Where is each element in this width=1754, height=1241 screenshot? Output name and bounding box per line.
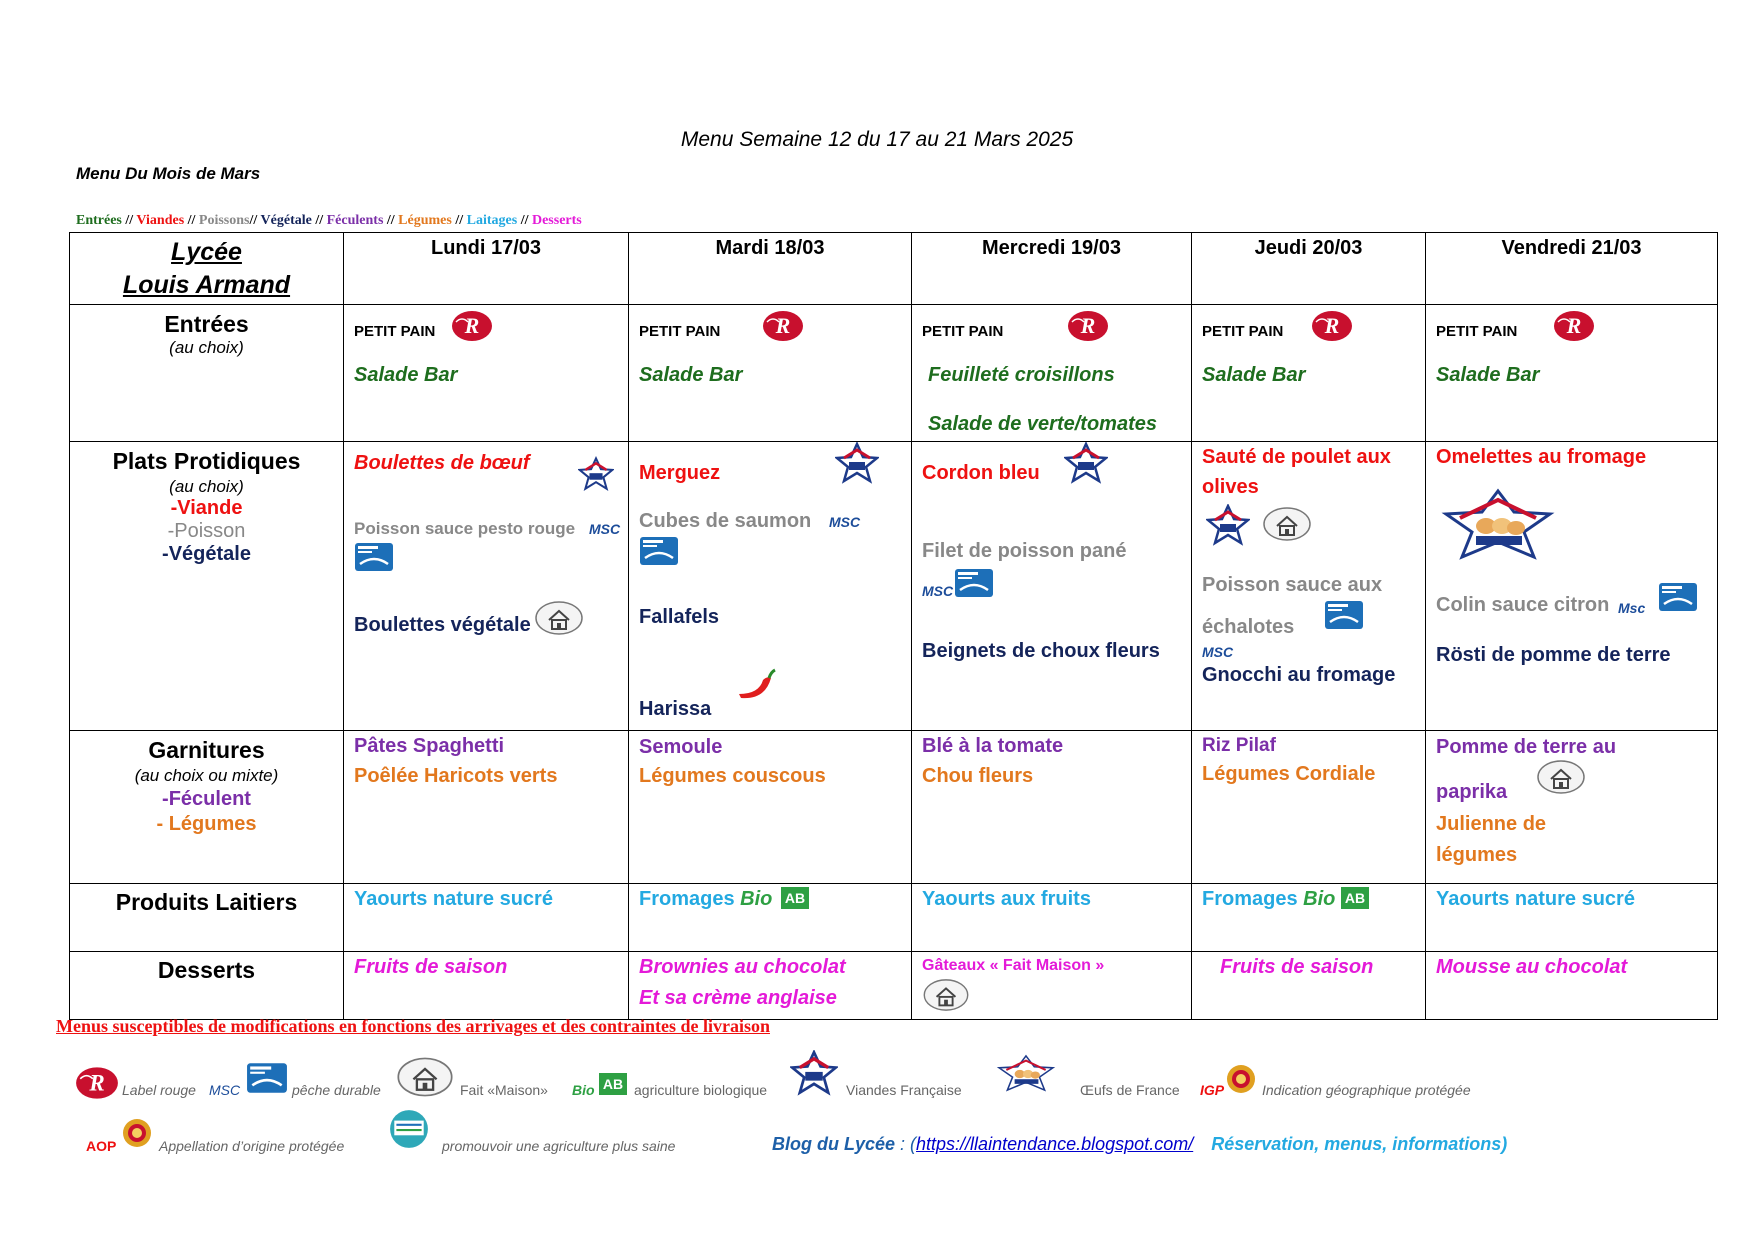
row-title: Garnitures: [148, 737, 265, 763]
legend-sep: //: [311, 213, 327, 228]
legend-igp: IGP: [1200, 1082, 1225, 1098]
fish-dish: Poisson sauce aux: [1202, 574, 1383, 596]
label-rouge-icon: [1066, 308, 1110, 344]
laitier-cell-fri: [1426, 884, 1718, 952]
entree-cell-wed: [912, 305, 1192, 442]
fait-maison-icon: [922, 978, 970, 1012]
garniture-cell-mon: [344, 731, 629, 884]
veg-dish: Boulettes végétale: [354, 614, 531, 636]
msc-label: MSC: [589, 521, 621, 537]
option-legumes: - Légumes: [156, 813, 257, 835]
laitier-cell-mon: [344, 884, 629, 952]
entree-item: Salade Bar: [639, 364, 743, 386]
extra-dish: Harissa: [639, 698, 712, 720]
viandes-de-france-icon: [835, 442, 879, 484]
chili-pepper-icon: [733, 668, 777, 704]
laitier-cell-thu: [1192, 884, 1426, 952]
legend-bio: Bio: [572, 1082, 595, 1098]
laitier-cell-tue: [629, 884, 912, 952]
row-label-plats: [70, 442, 344, 731]
oeufs-de-france-icon: [996, 1048, 1056, 1098]
meat-dish: Boulettes de bœuf: [354, 452, 530, 474]
legend-viandes: Viandes: [136, 213, 185, 228]
garniture-cell-thu: [1192, 731, 1426, 884]
msc-icon: [354, 542, 394, 572]
legend-vegetale: Végétale: [260, 213, 312, 228]
row-label-garnitures: [70, 731, 344, 884]
plats-cell-thu: [1192, 442, 1426, 731]
meat-dish-cont: olives: [1202, 476, 1259, 498]
bio-text: Bio: [1303, 888, 1336, 910]
feculent-item: Blé à la tomate: [922, 735, 1064, 757]
laitier-item: Yaourts aux fruits: [922, 888, 1091, 910]
day-label: Mercredi 19/03: [982, 237, 1121, 259]
meat-dish: Sauté de poulet aux: [1202, 446, 1391, 468]
day-label: Mardi 18/03: [715, 237, 825, 259]
blog-label: Blog du Lycée: [772, 1134, 896, 1154]
day-header-thu: [1192, 233, 1426, 305]
viandes-de-france-icon: [1206, 504, 1250, 546]
meat-dish: Cordon bleu: [922, 462, 1040, 484]
fish-dish-cont: échalotes: [1202, 616, 1295, 638]
entree-item: Feuilleté croisillons: [928, 364, 1115, 386]
fait-maison-icon: [1536, 759, 1586, 795]
msc-icon: [1324, 600, 1364, 630]
blog-tail: Réservation, menus, informations): [1211, 1134, 1508, 1154]
page-title: Menu Semaine 12 du 17 au 21 Mars 2025: [680, 128, 1074, 151]
legume-item: Julienne de: [1436, 813, 1547, 835]
plats-cell-wed: [912, 442, 1192, 731]
garniture-cell-wed: [912, 731, 1192, 884]
laitier-item: Yaourts nature sucré: [354, 888, 553, 910]
viandes-de-france-icon: [578, 456, 614, 492]
fish-dish: Poisson sauce pesto rouge: [354, 519, 576, 538]
legend-viandes: Viandes Française: [846, 1082, 962, 1098]
row-subtitle: (au choix ou mixte): [134, 766, 279, 785]
ab-bio-icon: [1340, 886, 1370, 910]
day-label: Jeudi 20/03: [1254, 237, 1363, 259]
option-poisson: -Poisson: [167, 520, 246, 542]
bread-label: PETIT PAIN: [922, 323, 1004, 340]
msc-label: MSC: [1202, 644, 1234, 660]
ab-bio-icon: [598, 1072, 628, 1096]
veg-dish: Rösti de pomme de terre: [1436, 644, 1671, 666]
meat-dish: Omelettes au fromage: [1436, 446, 1647, 468]
plats-cell-mon: [344, 442, 629, 731]
label-rouge-icon: [450, 308, 494, 344]
fish-dish: Cubes de saumon: [639, 510, 812, 532]
row-subtitle: (au choix): [169, 338, 244, 357]
feculent-item: Riz Pilaf: [1202, 735, 1276, 756]
plats-cell-tue: [629, 442, 912, 731]
msc-icon: [1658, 582, 1698, 612]
bread-label: PETIT PAIN: [1436, 323, 1518, 340]
aop-icon: [122, 1118, 152, 1148]
month-subtitle: Menu Du Mois de Mars: [76, 164, 261, 183]
laitier-text: Fromages: [639, 888, 741, 910]
legend-feculents: Féculents: [326, 213, 384, 228]
dessert-item: Fruits de saison: [1220, 956, 1374, 978]
laitier-cell-wed: [912, 884, 1192, 952]
msc-label: Msc: [1618, 600, 1646, 616]
blog-link[interactable]: https://llaintendance.blogspot.com/: [916, 1134, 1194, 1154]
laitier-item: Yaourts nature sucré: [1436, 888, 1635, 910]
legend-poissons: Poissons: [198, 213, 250, 228]
msc-icon: [246, 1062, 288, 1094]
dessert-item: Fruits de saison: [354, 956, 508, 978]
fait-maison-icon: [1262, 506, 1312, 542]
msc-label: MSC: [829, 514, 861, 530]
legend-fait-maison: Fait «Maison»: [460, 1082, 548, 1098]
legend-sep: //: [383, 213, 399, 228]
laitier-item: [639, 888, 772, 911]
legend-sep: //: [517, 213, 532, 228]
dessert-item: Brownies au chocolat: [639, 956, 846, 978]
day-header-mon: [344, 233, 629, 305]
row-title: Desserts: [157, 957, 256, 983]
entree-cell-thu: [1192, 305, 1426, 442]
legume-item: Chou fleurs: [922, 765, 1034, 787]
legume-item: Légumes couscous: [639, 765, 826, 787]
feculent-item: Pâtes Spaghetti: [354, 735, 505, 757]
viandes-de-france-icon: [790, 1050, 838, 1096]
entree-cell-fri: [1426, 305, 1718, 442]
dessert-cell-fri: [1426, 952, 1718, 1020]
option-vegetale: -Végétale: [162, 543, 251, 565]
entree-cell-mon: [344, 305, 629, 442]
legend-peche: pêche durable: [292, 1082, 381, 1098]
dessert-cell-mon: [344, 952, 629, 1020]
plats-cell-fri: [1426, 442, 1718, 731]
label-rouge-icon: [761, 308, 805, 344]
fish-dish: Filet de poisson pané: [922, 540, 1127, 562]
fait-maison-icon: [534, 600, 584, 636]
entree-item: Salade de verte/tomates: [928, 413, 1157, 435]
legend-sep: //: [451, 213, 467, 228]
row-subtitle: (au choix): [169, 477, 244, 496]
entree-item: Salade Bar: [1202, 364, 1306, 386]
feculent-item-cont: paprika: [1436, 781, 1508, 803]
legend-igp-text: Indication géographique protégée: [1262, 1082, 1471, 1098]
feculent-item: Pomme de terre au: [1436, 736, 1617, 758]
row-title: Produits Laitiers: [115, 889, 298, 915]
legend-laitages: Laitages: [466, 213, 518, 228]
label-rouge-icon: [1552, 308, 1596, 344]
msc-icon: [954, 568, 994, 598]
day-label: Vendredi 21/03: [1501, 237, 1642, 259]
dessert-item-cont: Et sa crème anglaise: [639, 987, 837, 1009]
legend-aop-text: Appellation d’origine protégée: [159, 1138, 345, 1154]
bio-text: Bio: [740, 888, 773, 910]
dessert-cell-thu: [1192, 952, 1426, 1020]
legume-item: Poêlée Haricots verts: [354, 765, 558, 787]
blog-line: [772, 1134, 1507, 1155]
legend-sep: //: [184, 213, 199, 228]
school-line1: Lycée: [171, 238, 242, 266]
blog-sep: : (: [895, 1134, 917, 1154]
color-legend-line: [76, 213, 582, 229]
meat-dish: Merguez: [639, 462, 721, 484]
igp-icon: [1226, 1064, 1256, 1094]
msc-label: MSC: [922, 583, 954, 599]
veg-dish: Beignets de choux fleurs: [922, 640, 1160, 662]
legend-bbc-text: promouvoir une agriculture plus saine: [442, 1138, 676, 1154]
legend-sep: //: [121, 213, 137, 228]
day-label: Lundi 17/03: [430, 237, 542, 259]
laitier-item: [1202, 888, 1335, 911]
feculent-item: Semoule: [639, 736, 723, 758]
legend-entrees: Entrées: [76, 213, 122, 228]
legume-item: Légumes Cordiale: [1202, 763, 1376, 785]
viandes-de-france-icon: [1064, 442, 1108, 484]
label-rouge-icon: [74, 1064, 120, 1102]
garniture-cell-fri: [1426, 731, 1718, 884]
option-feculent: -Féculent: [162, 788, 251, 810]
legend-msc: MSC: [209, 1082, 241, 1098]
ab-bio-icon: [780, 886, 810, 910]
legume-item-cont: légumes: [1436, 844, 1518, 866]
legend-sep: //: [249, 213, 261, 228]
garniture-cell-tue: [629, 731, 912, 884]
bread-label: PETIT PAIN: [1202, 323, 1284, 340]
day-header-tue: [629, 233, 912, 305]
entree-item: Salade Bar: [354, 364, 458, 386]
msc-icon: [639, 536, 679, 566]
day-header-fri: [1426, 233, 1718, 305]
dessert-cell-wed: [912, 952, 1192, 1020]
fait-maison-icon: [396, 1056, 454, 1098]
oeufs-de-france-icon: [1440, 488, 1556, 560]
disclaimer-note: Menus susceptibles de modifications en fonctions des arrivages et des contraintes de livraison: [56, 1016, 770, 1036]
row-label-laitiers: [70, 884, 344, 952]
row-title: Entrées: [164, 311, 249, 337]
school-name-cell: [70, 233, 344, 305]
row-title: Plats Protidiques: [112, 448, 301, 474]
laitier-text: Fromages: [1202, 888, 1304, 910]
label-rouge-icon: [1310, 308, 1354, 344]
veg-dish: Fallafels: [639, 606, 720, 628]
fish-dish: Colin sauce citron: [1436, 594, 1610, 616]
row-label-entrees: [70, 305, 344, 442]
school-line2: Louis Armand: [122, 271, 291, 299]
menu-table: [69, 232, 1718, 1020]
day-header-wed: [912, 233, 1192, 305]
dessert-item: Gâteaux « Fait Maison »: [922, 957, 1105, 974]
bread-label: PETIT PAIN: [639, 323, 721, 340]
dessert-cell-tue: [629, 952, 912, 1020]
veg-dish: Gnocchi au fromage: [1202, 664, 1396, 686]
legend-agri-bio: agriculture biologique: [634, 1082, 768, 1098]
bread-label: PETIT PAIN: [354, 323, 436, 340]
legend-aop: AOP: [86, 1138, 117, 1154]
legend-label-rouge: Label rouge: [122, 1082, 196, 1098]
dessert-item: Mousse au chocolat: [1436, 956, 1628, 978]
legend-desserts: Desserts: [531, 213, 582, 228]
bleu-blanc-coeur-icon: [388, 1108, 430, 1150]
legend-oeufs: Œufs de France: [1080, 1082, 1180, 1098]
row-label-desserts: [70, 952, 344, 1020]
entree-cell-tue: [629, 305, 912, 442]
entree-item: Salade Bar: [1436, 364, 1540, 386]
option-viande: -Viande: [170, 497, 243, 519]
legend-legumes: Légumes: [398, 213, 452, 228]
